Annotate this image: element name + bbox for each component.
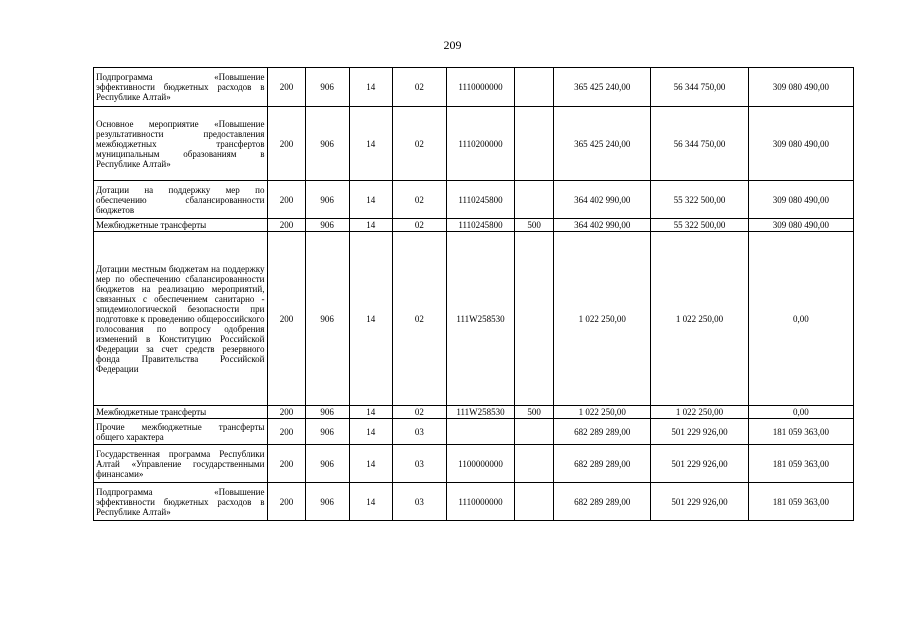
cell-code: 200 xyxy=(268,406,305,419)
row-name: Дотации на поддержку мер по обеспечению сбалансированности бюджетов xyxy=(94,181,268,219)
cell-amount-1: 1 022 250,00 xyxy=(554,232,651,406)
cell-section: 14 xyxy=(349,219,392,232)
cell-target: 1110000000 xyxy=(446,68,514,107)
cell-subsection: 02 xyxy=(392,232,446,406)
cell-amount-3: 309 080 490,00 xyxy=(748,68,853,107)
cell-section: 14 xyxy=(349,107,392,181)
row-name: Государственная программа Республики Алтай «Управление государственными финансами» xyxy=(94,445,268,483)
cell-amount-2: 501 229 926,00 xyxy=(651,419,748,445)
table-row xyxy=(94,107,854,181)
table-row xyxy=(94,219,854,232)
cell-expense-type xyxy=(515,419,554,445)
cell-amount-3: 0,00 xyxy=(748,406,853,419)
cell-target: 111W258530 xyxy=(446,406,514,419)
cell-ministry: 906 xyxy=(305,445,349,483)
row-name: Межбюджетные трансферты xyxy=(94,406,268,419)
table-row xyxy=(94,445,854,483)
cell-subsection: 02 xyxy=(392,219,446,232)
row-name: Подпрограмма «Повышение эффективности бюджетных расходов в Республике Алтай» xyxy=(94,68,268,107)
cell-target: 1110000000 xyxy=(446,483,514,521)
cell-section: 14 xyxy=(349,406,392,419)
cell-amount-2: 56 344 750,00 xyxy=(651,107,748,181)
cell-amount-1: 682 289 289,00 xyxy=(554,419,651,445)
row-name: Межбюджетные трансферты xyxy=(94,219,268,232)
cell-ministry: 906 xyxy=(305,68,349,107)
cell-amount-2: 501 229 926,00 xyxy=(651,445,748,483)
cell-expense-type xyxy=(515,68,554,107)
cell-amount-2: 1 022 250,00 xyxy=(651,406,748,419)
row-name: Прочие межбюджетные трансферты общего характера xyxy=(94,419,268,445)
cell-amount-3: 309 080 490,00 xyxy=(748,219,853,232)
cell-code: 200 xyxy=(268,419,305,445)
cell-amount-1: 1 022 250,00 xyxy=(554,406,651,419)
cell-amount-3: 181 059 363,00 xyxy=(748,445,853,483)
table-row xyxy=(94,68,854,107)
cell-target: 111W258530 xyxy=(446,232,514,406)
cell-code: 200 xyxy=(268,445,305,483)
cell-amount-3: 181 059 363,00 xyxy=(748,483,853,521)
cell-ministry: 906 xyxy=(305,107,349,181)
cell-amount-2: 55 322 500,00 xyxy=(651,181,748,219)
cell-amount-1: 682 289 289,00 xyxy=(554,483,651,521)
cell-section: 14 xyxy=(349,232,392,406)
cell-subsection: 03 xyxy=(392,483,446,521)
budget-table xyxy=(93,67,854,521)
cell-subsection: 02 xyxy=(392,68,446,107)
cell-amount-1: 682 289 289,00 xyxy=(554,445,651,483)
cell-ministry: 906 xyxy=(305,219,349,232)
cell-section: 14 xyxy=(349,445,392,483)
cell-ministry: 906 xyxy=(305,419,349,445)
cell-section: 14 xyxy=(349,181,392,219)
cell-target: 1100000000 xyxy=(446,445,514,483)
cell-code: 200 xyxy=(268,68,305,107)
cell-section: 14 xyxy=(349,68,392,107)
cell-expense-type xyxy=(515,445,554,483)
cell-ministry: 906 xyxy=(305,181,349,219)
cell-expense-type: 500 xyxy=(515,219,554,232)
cell-section: 14 xyxy=(349,483,392,521)
cell-amount-2: 55 322 500,00 xyxy=(651,219,748,232)
cell-subsection: 03 xyxy=(392,419,446,445)
cell-code: 200 xyxy=(268,483,305,521)
cell-amount-2: 56 344 750,00 xyxy=(651,68,748,107)
cell-expense-type xyxy=(515,483,554,521)
table-row xyxy=(94,406,854,419)
row-name: Подпрограмма «Повышение эффективности бюджетных расходов в Республике Алтай» xyxy=(94,483,268,521)
cell-subsection: 02 xyxy=(392,181,446,219)
cell-code: 200 xyxy=(268,107,305,181)
cell-amount-1: 364 402 990,00 xyxy=(554,219,651,232)
row-name: Дотации местным бюджетам на поддержку мер по обеспечению сбалансированности бюджетов на реализацию мероприятий, связанных с обеспечением санитарно - эпидемиологической безопасности при подготовке к проведению общероссийского голосования по вопросу одобрения изменений в Конституцию Российской Федерации за счет средств резервного фонда Правительства Российской Федерации xyxy=(94,232,268,406)
cell-amount-1: 365 425 240,00 xyxy=(554,107,651,181)
cell-subsection: 02 xyxy=(392,406,446,419)
table-row xyxy=(94,181,854,219)
cell-code: 200 xyxy=(268,181,305,219)
cell-amount-3: 181 059 363,00 xyxy=(748,419,853,445)
cell-amount-2: 501 229 926,00 xyxy=(651,483,748,521)
cell-subsection: 02 xyxy=(392,107,446,181)
table-row xyxy=(94,483,854,521)
cell-code: 200 xyxy=(268,232,305,406)
cell-expense-type xyxy=(515,107,554,181)
table-body xyxy=(94,68,854,521)
page-number: 209 xyxy=(443,38,462,52)
cell-amount-3: 309 080 490,00 xyxy=(748,107,853,181)
cell-expense-type xyxy=(515,181,554,219)
cell-amount-2: 1 022 250,00 xyxy=(651,232,748,406)
cell-section: 14 xyxy=(349,419,392,445)
row-name: Основное мероприятие «Повышение результативности предоставления межбюджетных трансфертов муниципальным образованиям в Республике Алтай» xyxy=(94,107,268,181)
cell-amount-3: 0,00 xyxy=(748,232,853,406)
cell-target: 1110200000 xyxy=(446,107,514,181)
cell-amount-1: 364 402 990,00 xyxy=(554,181,651,219)
cell-ministry: 906 xyxy=(305,483,349,521)
cell-target xyxy=(446,419,514,445)
cell-code: 200 xyxy=(268,219,305,232)
table-row xyxy=(94,232,854,406)
cell-ministry: 906 xyxy=(305,406,349,419)
cell-target: 1110245800 xyxy=(446,181,514,219)
cell-amount-3: 309 080 490,00 xyxy=(748,181,853,219)
cell-ministry: 906 xyxy=(305,232,349,406)
table-row xyxy=(94,419,854,445)
cell-expense-type xyxy=(515,232,554,406)
cell-amount-1: 365 425 240,00 xyxy=(554,68,651,107)
cell-expense-type: 500 xyxy=(515,406,554,419)
cell-subsection: 03 xyxy=(392,445,446,483)
cell-target: 1110245800 xyxy=(446,219,514,232)
